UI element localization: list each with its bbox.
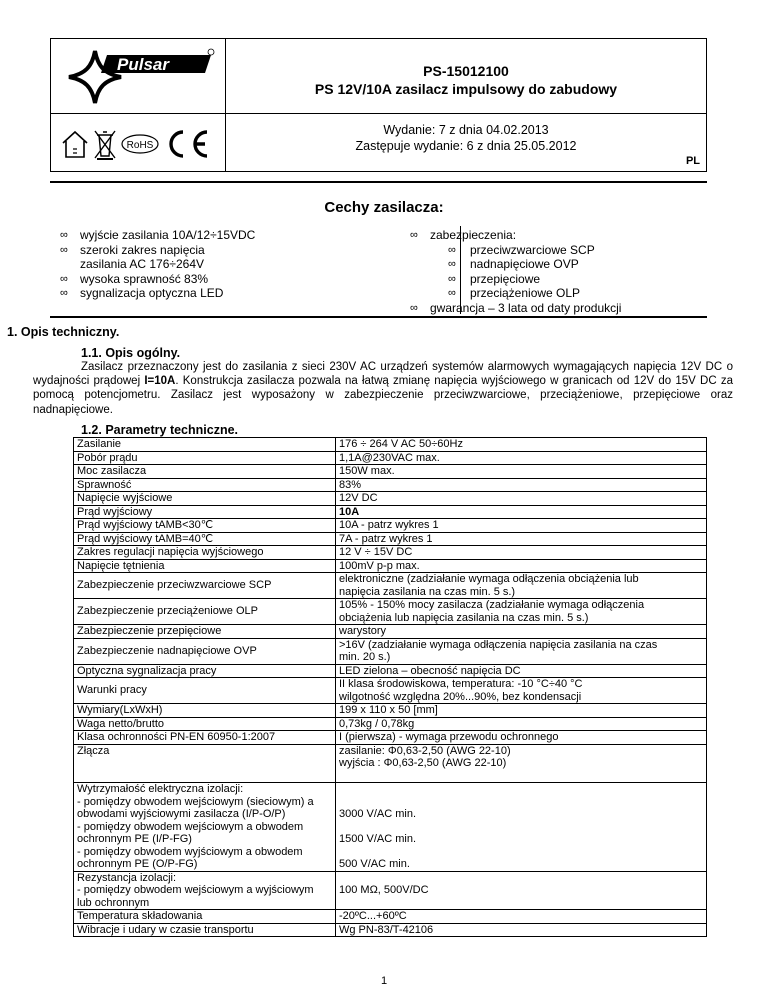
edition-info: Wydanie: 7 z dnia 04.02.2013 <box>383 123 549 137</box>
param-value: LED zielona – obecność napięcia DC <box>336 664 707 678</box>
section-1-2-heading: 1.2. Parametry techniczne. <box>81 423 239 437</box>
param-name: Zakres regulacji napięcia wyjściowego <box>74 546 336 560</box>
general-description: Zasilacz przeznaczony jest do zasilania z sieci 230V AC urządzeń systemów alarmowych wymagających napięcia 12V DC o wydajności prądowej I=10A. Konstrukcja zasilacza pozwala na łatwą zmianę napięcia wyjściowego w granicach od 12V do 15V DC za pomocą potencjometru. Zasilacz jest wyposażony w zabezpieczenie przeciwzwarciowe, przeciążeniowe, przepięciowe oraz nadnapięciowe. <box>33 361 734 416</box>
feature-item-protections: ∞ zabezpieczenia: <box>410 228 517 242</box>
param-value: II klasa środowiskowa, temperatura: -10 °C÷40 °C wilgotność względna 20%...90%, bez kondensacji <box>336 678 707 704</box>
param-value: 3000 V/AC min. 1500 V/AC min. 500 V/AC min. <box>336 783 707 872</box>
protection-item: ∞ nadnapięciowe OVP <box>448 257 579 271</box>
param-value: -20ºC...+60ºC <box>336 910 707 924</box>
header-divider-horizontal <box>51 113 706 114</box>
certification-icons <box>61 127 221 161</box>
feature-item-warranty: ∞ gwarancja – 3 lata od daty produkcji <box>410 300 622 315</box>
features-rule <box>50 316 707 318</box>
technical-parameters-table <box>73 437 707 937</box>
param-name: Waga netto/brutto <box>74 717 336 731</box>
ce-mark-icon <box>171 132 207 156</box>
features-list-left <box>50 228 350 301</box>
param-row <box>74 704 707 718</box>
pulsar-logo <box>65 47 215 105</box>
param-value: warystory <box>336 625 707 639</box>
product-code: PS-15012100 <box>423 63 509 79</box>
param-name: Warunki pracy <box>74 678 336 704</box>
param-value: elektroniczne (zadziałanie wymaga odłączenia obciążenia lub napięcia zasilania na czas min. 5 s.) <box>336 573 707 599</box>
language-code: PL <box>685 155 700 167</box>
param-name: Prąd wyjściowy <box>74 505 336 519</box>
param-name: Napięcie wyjściowe <box>74 492 336 506</box>
param-value: 199 x 110 x 50 [mm] <box>336 704 707 718</box>
svg-text:RoHS: RoHS <box>126 140 154 151</box>
brand-name: Pulsar <box>117 55 169 74</box>
protection-item: ∞ przeciążeniowe OLP <box>448 286 581 300</box>
protection-item: ∞ przepięciowe <box>448 271 541 286</box>
param-row <box>74 465 707 479</box>
param-row <box>74 910 707 924</box>
top-rule <box>50 181 707 183</box>
param-row <box>74 678 707 704</box>
param-value: 176 ÷ 264 V AC 50÷60Hz <box>336 438 707 452</box>
replaces-info: Zastępuje wydanie: 6 z dnia 25.05.2012 <box>355 139 577 153</box>
weee-bin-icon <box>95 131 115 160</box>
feature-item: ∞ sygnalizacja optyczna LED <box>60 286 224 300</box>
param-value: Wg PN-83/T-42106 <box>336 923 707 937</box>
param-value: I (pierwsza) - wymaga przewodu ochronnego <box>336 731 707 745</box>
param-row <box>74 519 707 533</box>
param-name: Sprawność <box>74 478 336 492</box>
features-title: Cechy zasilacza: <box>324 199 444 216</box>
param-name: Prąd wyjściowy tAMB=40℃ <box>74 532 336 546</box>
param-row <box>74 625 707 639</box>
param-name: Napięcie tętnienia <box>74 559 336 573</box>
param-row <box>74 599 707 625</box>
param-name: Rezystancja izolacji: - pomiędzy obwodem wejściowym a wyjściowym lub ochronnym <box>74 871 336 910</box>
param-name: Zabezpieczenie przeciwzwarciowe SCP <box>74 573 336 599</box>
indoor-use-icon <box>63 132 87 157</box>
param-value: 0,73kg / 0,78kg <box>336 717 707 731</box>
param-row <box>74 573 707 599</box>
param-row <box>74 923 707 937</box>
param-value: 150W max. <box>336 465 707 479</box>
param-value: 10A - patrz wykres 1 <box>336 519 707 533</box>
param-name: Zabezpieczenie nadnapięciowe OVP <box>74 638 336 664</box>
page-number: 1 <box>380 975 388 987</box>
param-row <box>74 664 707 678</box>
param-row <box>74 478 707 492</box>
section-1-heading: 1. Opis techniczny. <box>7 325 120 339</box>
param-name: Zabezpieczenie przeciążeniowe OLP <box>74 599 336 625</box>
param-value: 100 MΩ, 500V/DC <box>336 871 707 910</box>
param-row <box>74 638 707 664</box>
param-value: 1,1A@230VAC max. <box>336 451 707 465</box>
param-name: Pobór prądu <box>74 451 336 465</box>
param-name: Moc zasilacza <box>74 465 336 479</box>
param-value: zasilanie: Φ0,63-2,50 (AWG 22-10) wyjścia : Φ0,63-2,50 (AWG 22-10) <box>336 744 707 783</box>
param-row <box>74 559 707 573</box>
feature-item: ∞ wyjście zasilania 10A/12÷15VDC <box>60 228 256 242</box>
param-row <box>74 717 707 731</box>
param-name: Wymiary(LxWxH) <box>74 704 336 718</box>
features-list-right <box>400 228 700 315</box>
param-row <box>74 783 707 872</box>
param-row <box>74 505 707 519</box>
param-row <box>74 744 707 783</box>
param-row <box>74 546 707 560</box>
param-name: Prąd wyjściowy tAMB<30℃ <box>74 519 336 533</box>
param-name: Zasilanie <box>74 438 336 452</box>
param-value: 12V DC <box>336 492 707 506</box>
param-name: Złącza <box>74 744 336 783</box>
param-name: Klasa ochronności PN-EN 60950-1:2007 <box>74 731 336 745</box>
protection-item: ∞ przeciwzwarciowe SCP <box>448 242 595 257</box>
param-value: 105% - 150% mocy zasilacza (zadziałanie wymaga odłączenia obciążenia lub napięcia zasilania na czas min. 5 s.) <box>336 599 707 625</box>
param-value: 100mV p-p max. <box>336 559 707 573</box>
param-name: Zabezpieczenie przepięciowe <box>74 625 336 639</box>
document-header <box>50 38 707 172</box>
section-1-1-heading: 1.1. Opis ogólny. <box>81 346 181 360</box>
product-title: PS 12V/10A zasilacz impulsowy do zabudowy <box>314 81 618 97</box>
param-row <box>74 492 707 506</box>
param-row <box>74 871 707 910</box>
param-row <box>74 731 707 745</box>
param-value: 12 V ÷ 15V DC <box>336 546 707 560</box>
param-name: Wytrzymałość elektryczna izolacji: - pomiędzy obwodem wejściowym (sieciowym) a obwodami wyjściowymi zasilacza (I/P-O/P) - pomiędzy obwodem wejściowym a obwodem ochronnym PE (I/P-FG) - pomiędzy obwodem wyjściowym a obwodem ochronnym PE (O/P-FG) <box>74 783 336 872</box>
param-row <box>74 451 707 465</box>
param-value: 7A - patrz wykres 1 <box>336 532 707 546</box>
rohs-badge <box>122 135 158 153</box>
param-value: 10A <box>336 505 707 519</box>
param-name: Wibracje i udary w czasie transportu <box>74 923 336 937</box>
param-row <box>74 532 707 546</box>
param-row <box>74 438 707 452</box>
feature-item: ∞ szeroki zakres napięcia zasilania AC 176÷264V <box>60 242 205 271</box>
feature-item: ∞ wysoka sprawność 83% <box>60 271 209 286</box>
param-name: Temperatura składowania <box>74 910 336 924</box>
param-value: >16V (zadziałanie wymaga odłączenia napięcia zasilania na czas min. 20 s.) <box>336 638 707 664</box>
param-value: 83% <box>336 478 707 492</box>
param-name: Optyczna sygnalizacja pracy <box>74 664 336 678</box>
